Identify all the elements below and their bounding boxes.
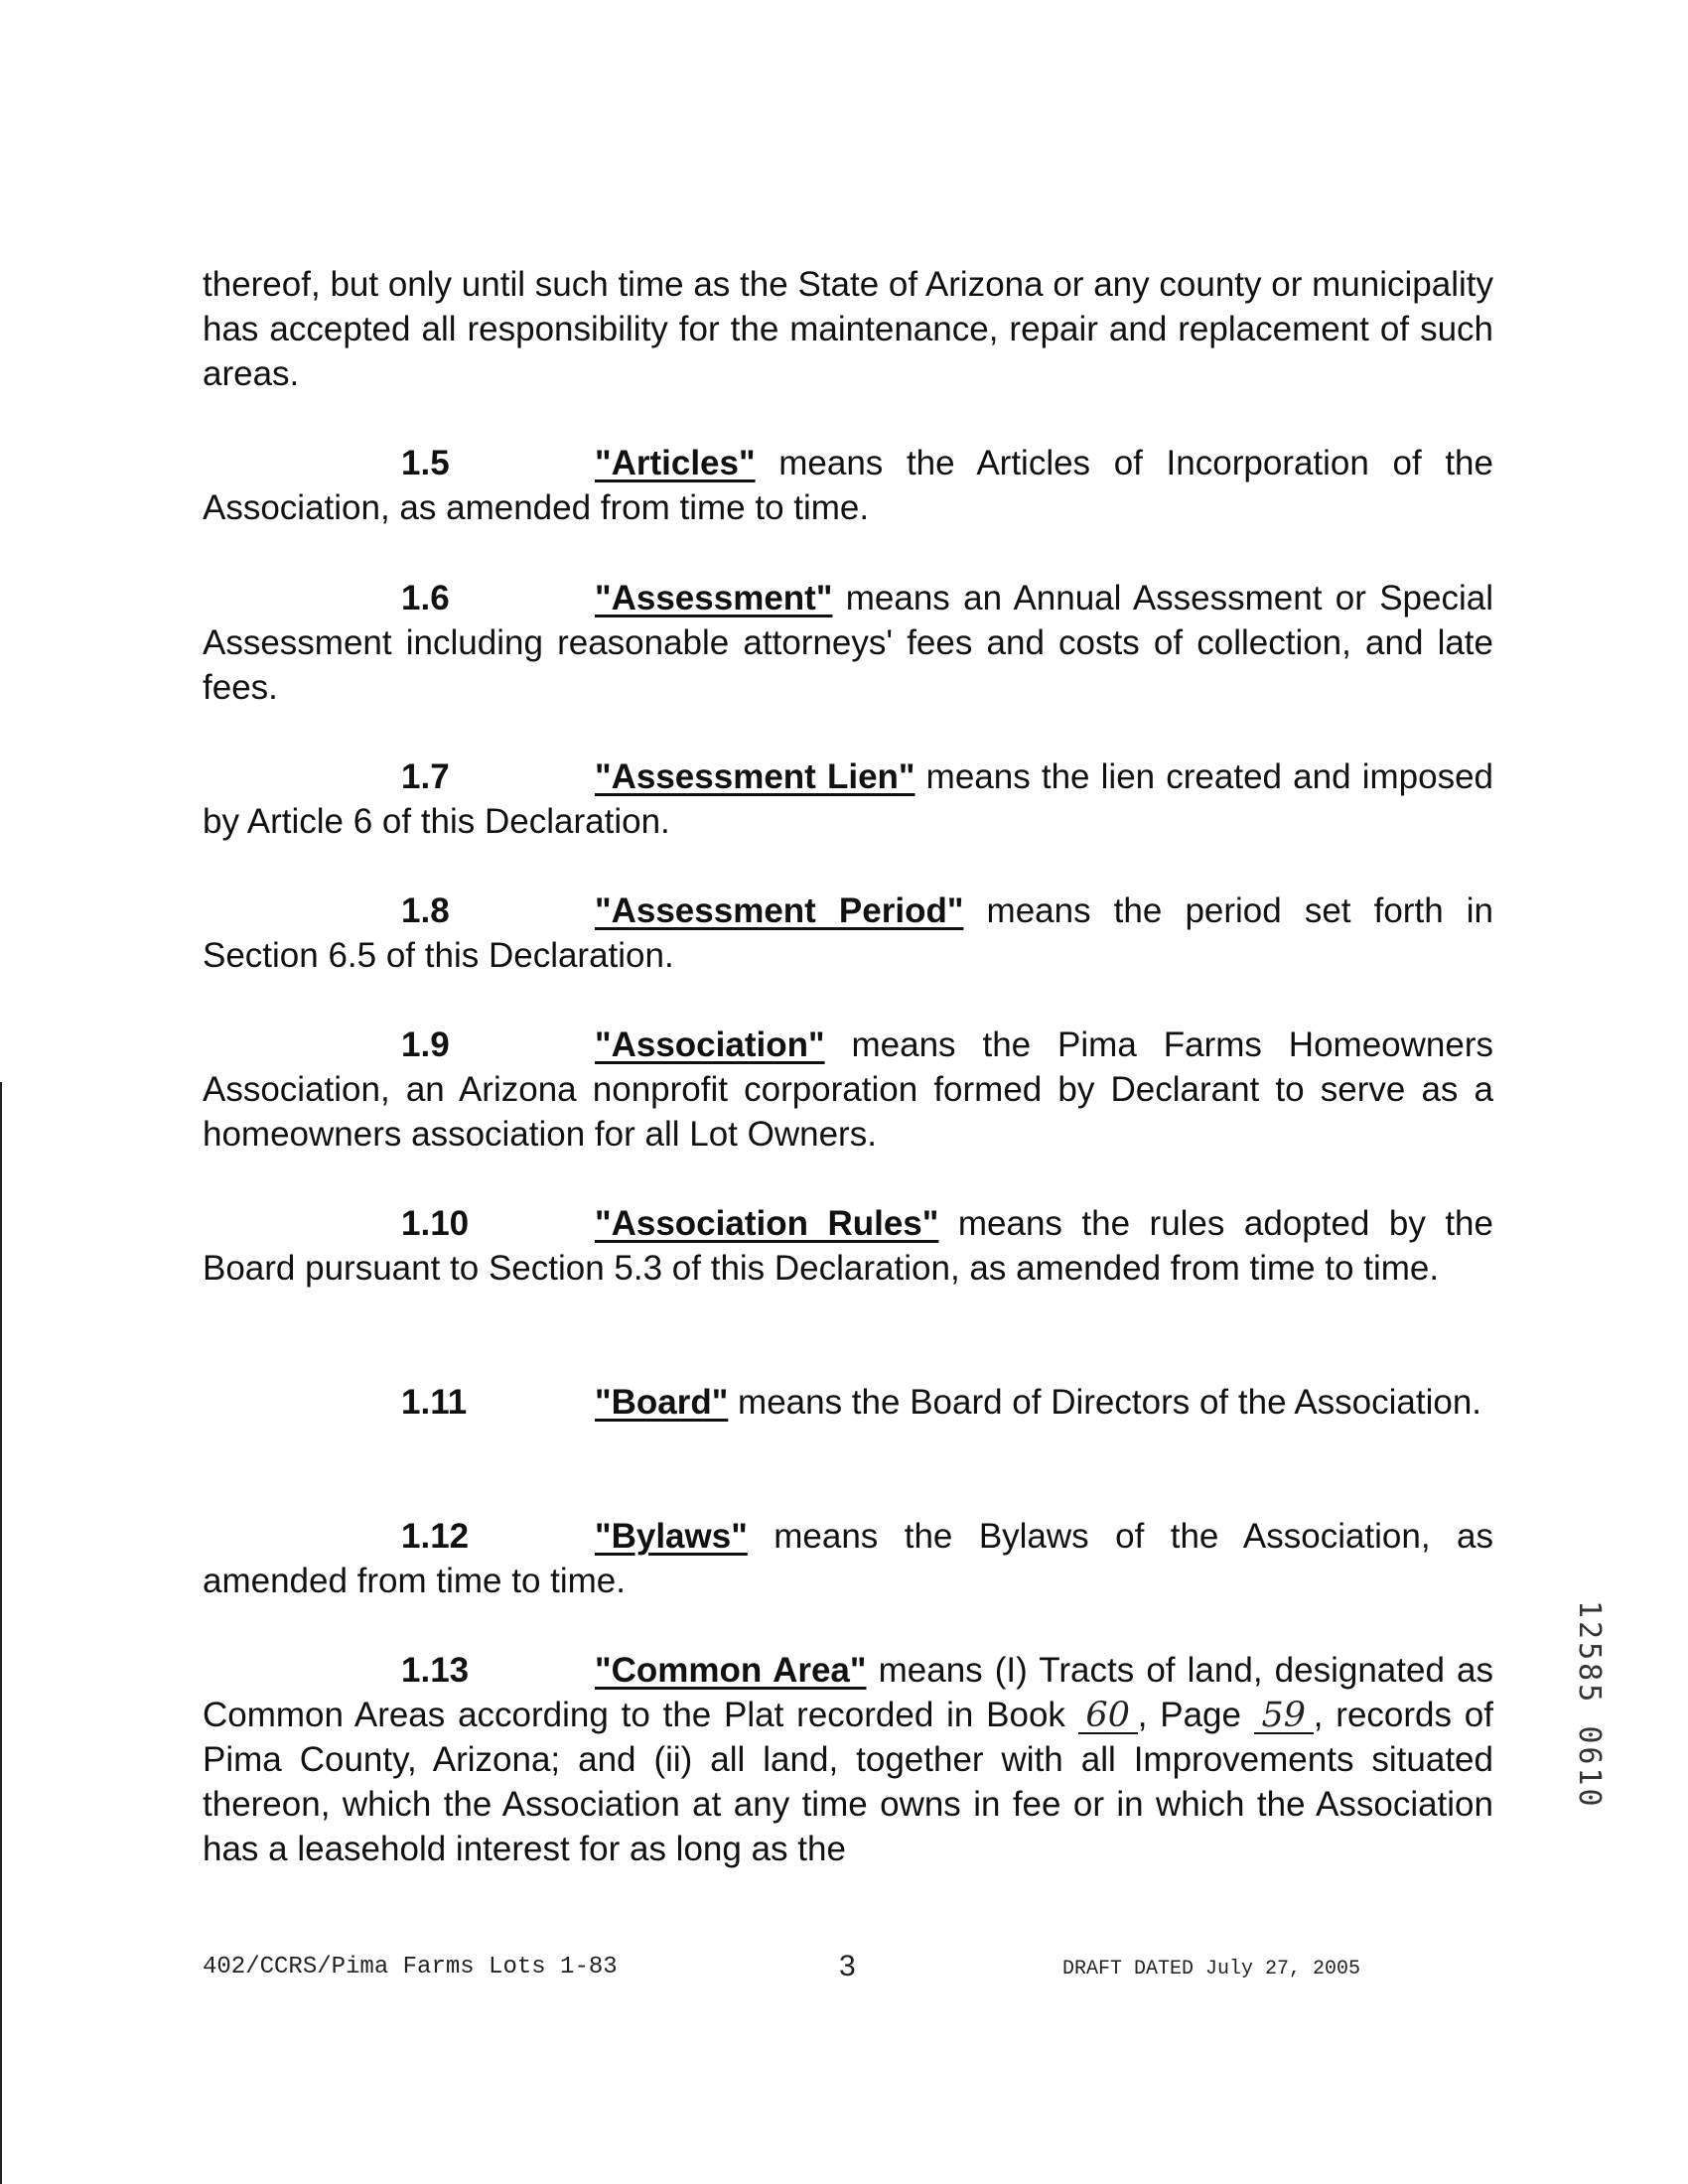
section-text-c: , records of Pima County, Arizona; and (ii) all land, together with all Improvements situated thereon, which the Association at any time owns in fee or in which the Association has a leasehold interest for as long as the bbox=[203, 1696, 1493, 1868]
section-number: 1.7 bbox=[401, 757, 450, 796]
continuation-text: thereof, but only until such time as the State of Arizona or any county or municipality has accepted all responsibility for the maintenance, repair and replacement of such areas. bbox=[203, 265, 1493, 393]
section-1-13 bbox=[203, 1648, 1493, 1871]
section-text-b: , Page bbox=[1137, 1696, 1254, 1734]
section-number: 1.8 bbox=[401, 891, 450, 930]
section-1-12 bbox=[203, 1514, 1493, 1603]
section-text: means an Annual Assessment or Special Assessment including reasonable attorneys' fees and costs of collection, and late fees. bbox=[203, 579, 1493, 707]
section-text: means the Articles of Incorporation of the Association, as amended from time to time. bbox=[203, 444, 1493, 527]
section-text-a: means (I) Tracts of land, designated as Common Areas according to the Plat recorded in Book bbox=[203, 1651, 1493, 1734]
defined-term: "Association" bbox=[595, 1025, 825, 1064]
defined-term: "Assessment" bbox=[595, 579, 833, 617]
continuation-paragraph bbox=[203, 262, 1493, 396]
section-number: 1.6 bbox=[401, 579, 450, 617]
section-1-9 bbox=[203, 1023, 1493, 1157]
defined-term: "Board" bbox=[595, 1383, 729, 1422]
recording-stamp: 12585 0610 bbox=[1572, 1600, 1607, 1810]
section-number: 1.12 bbox=[401, 1517, 470, 1556]
section-number: 1.10 bbox=[401, 1204, 470, 1243]
section-1-5 bbox=[203, 441, 1493, 530]
section-number: 1.9 bbox=[401, 1025, 450, 1064]
defined-term: "Common Area" bbox=[595, 1651, 867, 1690]
section-1-10 bbox=[203, 1201, 1493, 1291]
footer-page-number: 3 bbox=[839, 1950, 856, 1982]
scan-edge-line bbox=[0, 1082, 2, 2184]
footer-draft-date: DRAFT DATED July 27, 2005 bbox=[1062, 1958, 1361, 1980]
defined-term: "Assessment Lien" bbox=[595, 757, 915, 796]
section-text: means the lien created and imposed by Article 6 of this Declaration. bbox=[203, 757, 1493, 841]
footer-doc-id: 402/CCRS/Pima Farms Lots 1-83 bbox=[203, 1954, 618, 1980]
section-text: means the Board of Directors of the Association. bbox=[728, 1383, 1482, 1422]
section-1-7 bbox=[203, 754, 1493, 844]
page-number-handwritten: 59 bbox=[1254, 1699, 1314, 1734]
section-1-11 bbox=[203, 1380, 1493, 1425]
section-1-6 bbox=[203, 576, 1493, 710]
section-text: means the rules adopted by the Board pursuant to Section 5.3 of this Declaration, as amended from time to time. bbox=[203, 1204, 1493, 1288]
defined-term: "Bylaws" bbox=[595, 1517, 748, 1556]
defined-term: "Assessment Period" bbox=[595, 891, 964, 930]
defined-term: "Articles" bbox=[595, 444, 756, 482]
section-text: means the Pima Farms Homeowners Association, an Arizona nonprofit corporation formed by Declarant to serve as a homeowners association for all Lot Owners. bbox=[203, 1025, 1493, 1154]
section-number: 1.11 bbox=[401, 1383, 468, 1422]
section-number: 1.5 bbox=[401, 444, 450, 482]
defined-term: "Association Rules" bbox=[595, 1204, 939, 1243]
section-text: means the Bylaws of the Association, as amended from time to time. bbox=[203, 1517, 1493, 1600]
section-number: 1.13 bbox=[401, 1651, 470, 1690]
section-text: means the period set forth in Section 6.5 of this Declaration. bbox=[203, 891, 1493, 975]
book-number-handwritten: 60 bbox=[1078, 1699, 1138, 1734]
section-1-8 bbox=[203, 888, 1493, 978]
